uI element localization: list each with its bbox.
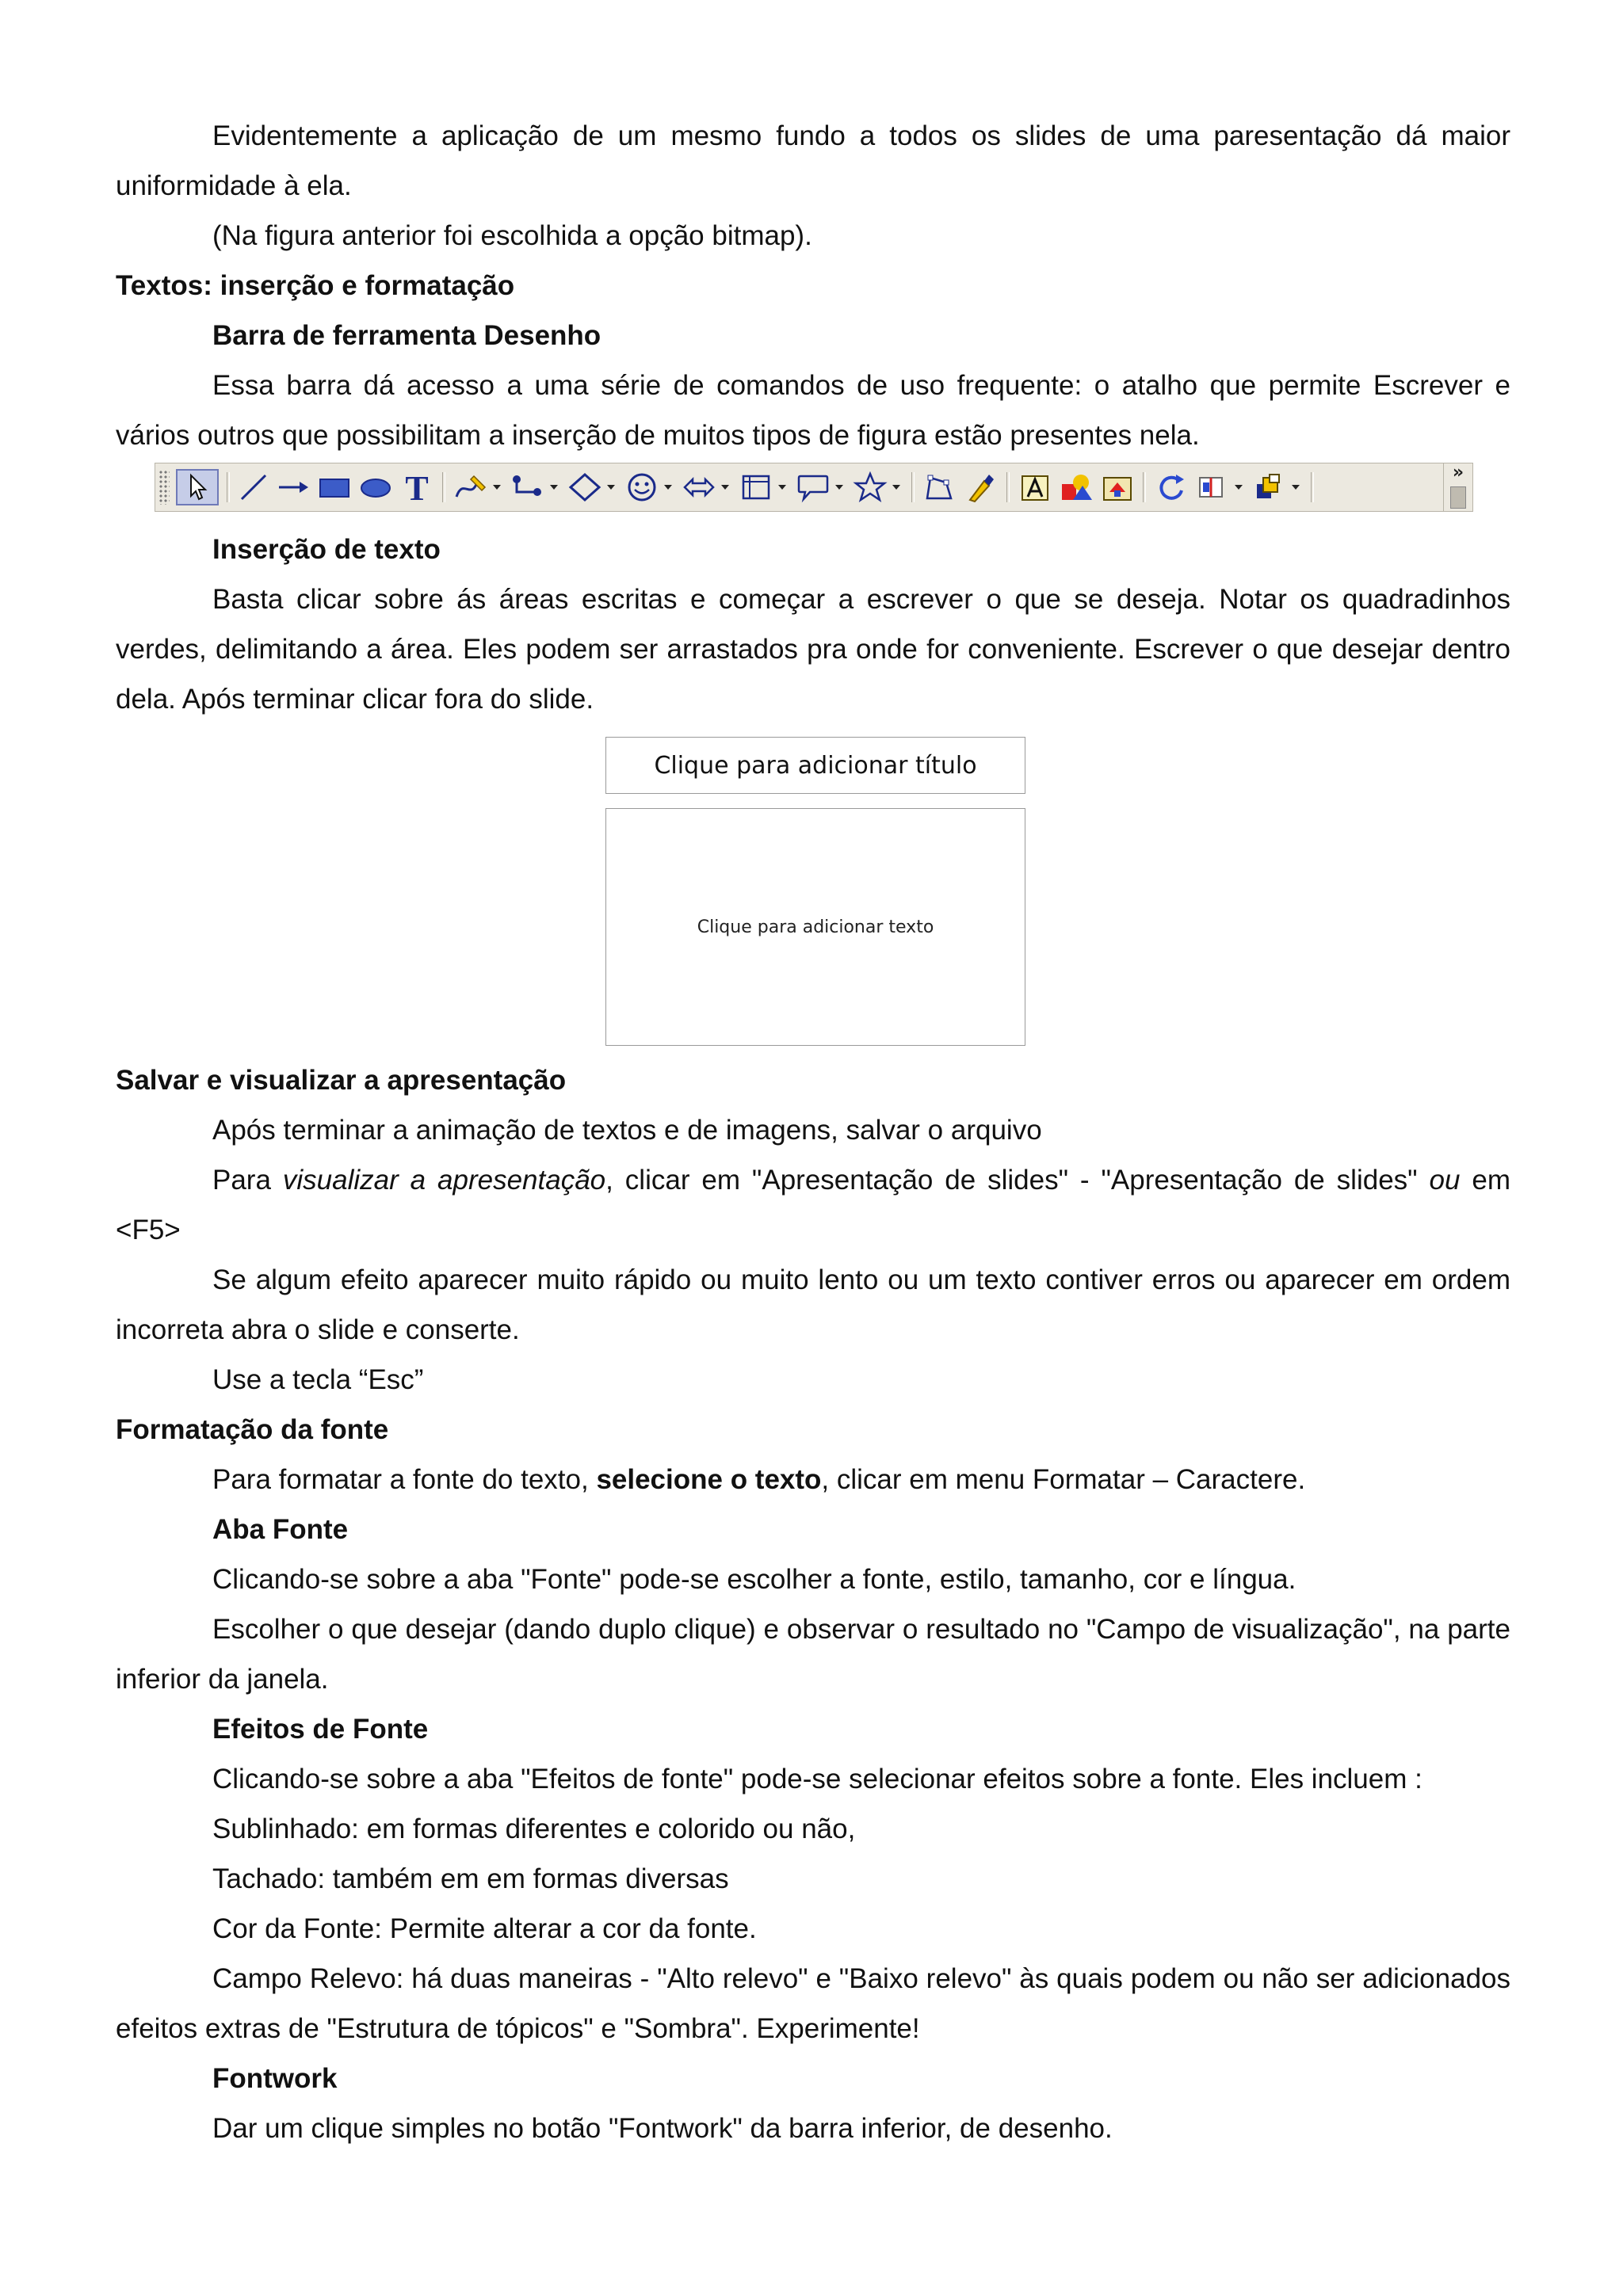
curve-icon[interactable] xyxy=(453,469,488,505)
toolbar-separator xyxy=(1143,472,1146,502)
connector-icon[interactable] xyxy=(510,469,545,505)
select-icon[interactable] xyxy=(176,469,219,505)
stars-icon[interactable] xyxy=(853,469,888,505)
paragraph-fontwork-button: Dar um clique simples no botão "Fontwork" da barra inferior, de desenho. xyxy=(212,2113,1113,2144)
toolbar-separator xyxy=(227,472,230,502)
paragraph-save-file: Após terminar a animação de textos e de imagens, salvar o arquivo xyxy=(212,1115,1042,1146)
heading-textos: Textos: inserção e formatação xyxy=(116,270,515,301)
toolbar-separator xyxy=(1006,472,1010,502)
subheading-barra-desenho: Barra de ferramenta Desenho xyxy=(212,320,601,351)
callouts-icon[interactable] xyxy=(796,469,831,505)
flowcharts-icon[interactable] xyxy=(739,469,773,505)
basic-shapes-icon[interactable] xyxy=(567,469,602,505)
paragraph-insertion-instructions: Basta clicar sobre ás áreas escritas e começar a escrever o que se deseja. Notar os quadradinhos verdes, delimitando a área. Eles podem ser arrastados pra onde for conveniente. Escrever o que desejar dentro dela. Após terminar clicar fora do slide. xyxy=(116,584,1510,715)
text-block-save-and-format xyxy=(116,1055,1510,2153)
chevron-down-icon[interactable] xyxy=(548,469,559,505)
glue-points-icon[interactable] xyxy=(964,469,999,505)
toolbar-separator xyxy=(442,472,445,502)
arrange-icon[interactable] xyxy=(1252,469,1287,505)
rotate-icon[interactable] xyxy=(1154,469,1189,505)
double-chevron-right-icon[interactable]: » xyxy=(1452,463,1465,482)
block-arrows-icon[interactable] xyxy=(682,469,716,505)
ellipse-icon[interactable] xyxy=(358,469,393,505)
chevron-down-icon[interactable] xyxy=(720,469,731,505)
gallery-icon[interactable] xyxy=(1100,469,1135,505)
subheading-efeitos-fonte: Efeitos de Fonte xyxy=(212,1714,429,1745)
paragraph-font-tab: Clicando-se sobre a aba "Fonte" pode-se escolher a fonte, estilo, tamanho, cor e língua. xyxy=(212,1564,1296,1595)
svg-text:T: T xyxy=(405,470,429,505)
chevron-down-icon[interactable] xyxy=(663,469,674,505)
slide-title-placeholder[interactable]: Clique para adicionar título xyxy=(605,737,1025,794)
chevron-down-icon[interactable] xyxy=(605,469,617,505)
paragraph-fix-effects: Se algum efeito aparecer muito rápido ou muito lento ou um texto contiver erros ou aparecer em ordem incorreta abra o slide e conserte. xyxy=(116,1264,1510,1345)
chevron-down-icon[interactable] xyxy=(1290,469,1301,505)
toolbar-separator xyxy=(911,472,915,502)
text-icon[interactable] xyxy=(399,469,434,505)
subheading-aba-fonte: Aba Fonte xyxy=(212,1514,349,1545)
chevron-down-icon[interactable] xyxy=(891,469,902,505)
alignment-icon[interactable] xyxy=(1195,469,1230,505)
text-block-insertion xyxy=(116,524,1510,724)
paragraph-view-presentation: Para visualizar a apresentação, clicar em "Apresentação de slides" - "Apresentação de slides" ou em <F5> xyxy=(116,1165,1510,1245)
toolbar-scroll-handle[interactable] xyxy=(1450,486,1466,509)
chevron-down-icon[interactable] xyxy=(1233,469,1244,505)
paragraph-preview-field: Escolher o que desejar (dando duplo clique) e observar o resultado no "Campo de visualização", na parte inferior da janela. xyxy=(116,1614,1510,1695)
rectangle-icon[interactable] xyxy=(317,469,352,505)
paragraph-font-effects: Clicando-se sobre a aba "Efeitos de fonte" pode-se selecionar efeitos sobre a fonte. Eles incluem : xyxy=(212,1764,1423,1794)
paragraph-underline: Sublinhado: em formas diferentes e colorido ou não, xyxy=(212,1814,856,1844)
from-file-icon[interactable] xyxy=(1059,469,1094,505)
paragraph-format-font: Para formatar a fonte do texto, selecione o texto, clicar em menu Formatar – Caractere. xyxy=(212,1464,1306,1495)
heading-formatacao-fonte: Formatação da fonte xyxy=(116,1414,389,1445)
chevron-down-icon[interactable] xyxy=(834,469,845,505)
text-block-intro xyxy=(116,111,1510,460)
points-icon[interactable] xyxy=(922,469,957,505)
fontwork-icon[interactable] xyxy=(1018,469,1052,505)
toolbar-overflow[interactable] xyxy=(1443,463,1472,511)
chevron-down-icon[interactable] xyxy=(491,469,502,505)
arrow-line-icon[interactable] xyxy=(276,469,311,505)
line-icon[interactable] xyxy=(238,469,269,505)
toolbar-separator xyxy=(1311,472,1314,502)
subheading-insercao-texto: Inserção de texto xyxy=(212,534,441,565)
paragraph-font-color: Cor da Fonte: Permite alterar a cor da fonte. xyxy=(212,1913,757,1944)
slide-body-placeholder[interactable]: Clique para adicionar texto xyxy=(605,808,1025,1046)
chevron-down-icon[interactable] xyxy=(777,469,788,505)
paragraph-strikethrough: Tachado: também em em formas diversas xyxy=(212,1863,729,1894)
paragraph-relief: Campo Relevo: há duas maneiras - "Alto relevo" e "Baixo relevo" às quais podem ou não ser adicionados efeitos extras de "Estrutura de tópicos" e "Sombra". Experimente! xyxy=(116,1963,1510,2044)
drawing-toolbar xyxy=(155,463,1473,512)
paragraph-bitmap-note: (Na figura anterior foi escolhida a opção bitmap). xyxy=(212,220,812,251)
paragraph-esc-key: Use a tecla “Esc” xyxy=(212,1364,424,1395)
symbol-shapes-icon[interactable] xyxy=(624,469,659,505)
paragraph-uniformity: Evidentemente a aplicação de um mesmo fundo a todos os slides de uma paresentação dá maior uniformidade à ela. xyxy=(116,120,1510,201)
subheading-fontwork: Fontwork xyxy=(212,2063,338,2094)
heading-salvar: Salvar e visualizar a apresentação xyxy=(116,1065,567,1096)
paragraph-toolbar-description: Essa barra dá acesso a uma série de comandos de uso frequente: o atalho que permite Escrever e vários outros que possibilitam a inserção de muitos tipos de figura estão presentes nela. xyxy=(116,370,1510,451)
toolbar-grip-handle[interactable] xyxy=(158,470,170,505)
